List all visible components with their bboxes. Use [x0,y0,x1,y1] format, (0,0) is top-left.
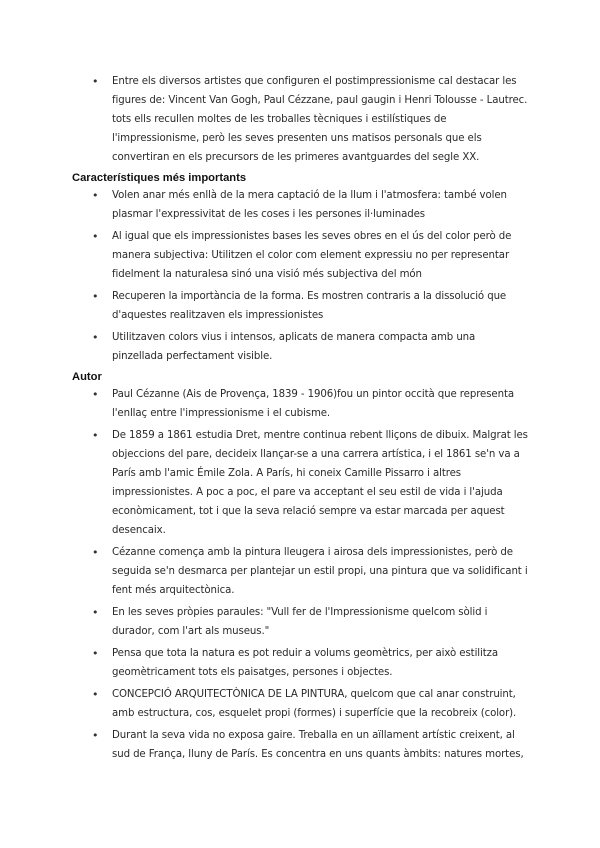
list-item: • En les seves pròpies paraules: "Vull fer de l'Impressionisme quelcom sòlid i durador, com l'art als museus." [72,603,528,641]
list-item: • Volen anar més enllà de la mera captació de la llum i l'atmosfera: també volen plasmar l'expressivitat de les coses i les persones il·luminades [72,186,528,224]
list-item: • Recuperen la importància de la forma. Es mostren contraris a la dissolució que d'aquestes realitzaven els impressionistes [72,287,528,325]
list-item: • Al igual que els impressionistes bases les seves obres en el ús del color però de manera subjectiva: Utilitzen el color com element expressiu no per representar fidelment la naturalesa sinó una visió més subjectiva del món [72,227,528,284]
section-title-caracteristiques: Característiques més importants [72,172,247,184]
autor-list [72,385,528,764]
list-item: • Utilitzaven colors vius i intensos, aplicats de manera compacta amb una pinzellada perfectament visible. [72,328,528,366]
list-item: • De 1859 a 1861 estudia Dret, mentre continua rebent lliçons de dibuix. Malgrat les objeccions del pare, decideix llançar-se a una carrera artística, i el 1861 se'n va a París amb l'amic Émile Zola. A París, hi coneix Camille Pissarro i altres impressionistes. A poc a poc, el pare va acceptant el seu estil de vida i l'ajuda econòmicament, tot i que la seva relació sempre va estar marcada per aquest desencaix. [72,426,528,540]
list-item: • Entre els diversos artistes que configuren el postimpressionisme cal destacar les figures de: Vincent Van Gogh, Paul Cézzane, paul gaugin i Henri Tolousse - Lautrec. tots ells recullen moltes de les troballes tècniques i estilístiques de l'impressionisme, però les seves presenten uns matisos personals que els convertiran en els precursors de les primeres avantguardes del segle XX. [72,72,528,167]
list-item: • Cézanne comença amb la pintura lleugera i airosa dels impressionistes, però de seguida se'n desmarca per plantejar un estil propi, una pintura que va solidificant i fent més arquitectònica. [72,543,528,600]
intro-list [72,72,528,167]
list-item: • Durant la seva vida no exposa gaire. Treballa en un aïllament artístic creixent, al sud de França, lluny de París. Es concentra en uns quants àmbits: natures mortes, [72,726,528,764]
list-item: • Pensa que tota la natura es pot reduir a volums geomètrics, per això estilitza geomètricament tots els paisatges, persones i objectes. [72,644,528,682]
document-content [72,72,528,767]
list-item: • CONCEPCIÓ ARQUITECTÒNICA DE LA PINTURA, quelcom que cal anar construint, amb estructura, cos, esquelet propi (formes) i superfície que la recobreix (color). [72,685,528,723]
list-item: • Paul Cézanne (Ais de Provença, 1839 - 1906)fou un pintor occità que representa l'enllaç entre l'impressionisme i el cubisme. [72,385,528,423]
caracteristiques-list [72,186,528,366]
section-title-autor: Autor [72,371,102,383]
